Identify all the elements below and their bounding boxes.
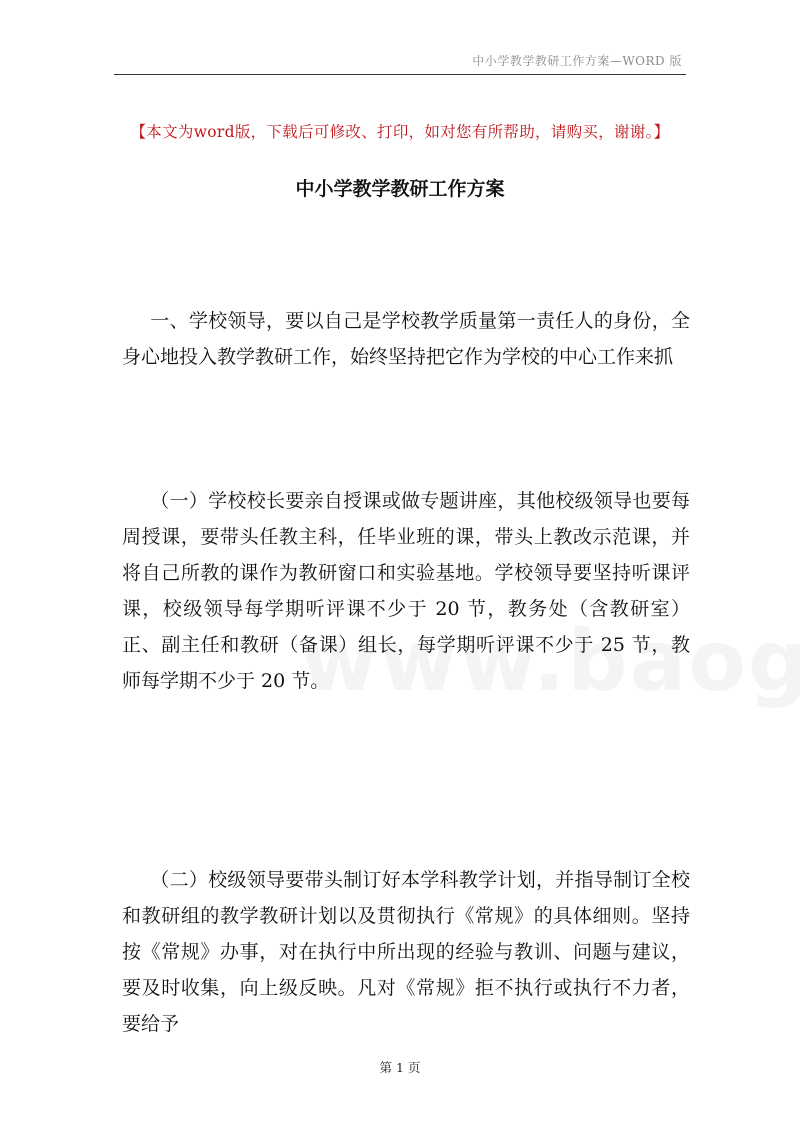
document-title: 中小学教学教研工作方案 bbox=[295, 178, 505, 200]
paragraph-3 bbox=[122, 862, 690, 1042]
paragraph-1-text: 一、学校领导，要以自己是学校教学质量第一责任人的身份，全身心地投入教学教研工作，始终坚持把它作为学校的中心工作来抓 bbox=[122, 310, 690, 368]
paragraph-3-text: （二）校级领导要带头制订好本学科教学计划，并指导制订全校和教研组的教学教研计划以及贯彻执行《常规》的具体细则。坚持按《常规》办事，对在执行中所出现的经验与教训、问题与建议，要及时收集，向上级反映。凡对《常规》拒不执行或执行不力者，要给予 bbox=[122, 869, 690, 1035]
page-number: 第 1 页 bbox=[379, 1060, 421, 1075]
download-notice: 【本文为word版，下载后可修改、打印，如对您有所帮助，请购买，谢谢。】 bbox=[130, 123, 670, 141]
paragraph-1 bbox=[122, 303, 690, 375]
running-header: 中小学教学教研工作方案—WORD 版 bbox=[472, 54, 682, 68]
paragraph-2 bbox=[122, 483, 690, 699]
header-divider bbox=[114, 74, 686, 75]
paragraph-2-text: （一）学校校长要亲自授课或做专题讲座，其他校级领导也要每周授课，要带头任教主科，任毕业班的课，带头上教改示范课，并将自己所教的课作为教研窗口和实验基地。学校领导要坚持听课评课，校级领导每学期听评课不少于 20 节，教务处（含教研室）正、副主任和教研（备课）组长，每学期听评课不少于 25 节，教师每学期不少于 20 节。 bbox=[122, 490, 690, 692]
